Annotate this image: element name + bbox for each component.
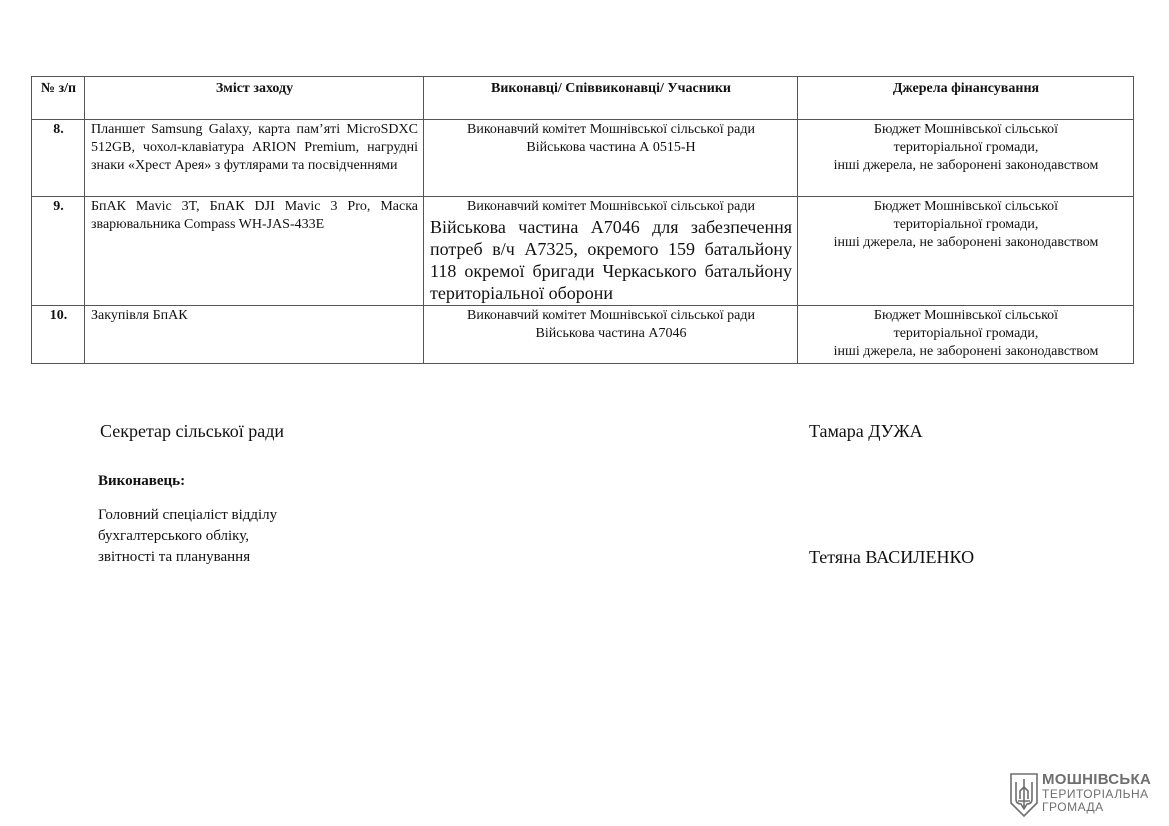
executor-main: Виконавчий комітет Мошнівської сільської ради: [466, 122, 755, 137]
row-executors: [424, 306, 798, 364]
row-number: 9.: [32, 197, 85, 306]
executor-position-line: Головний спеціаліст відділу: [98, 507, 278, 523]
funding-line: Бюджет Мошнівської сільської: [873, 122, 1059, 137]
row-executors: [424, 197, 798, 306]
executor-position: [98, 505, 277, 568]
executor-unit: Військова частина А7046: [535, 326, 687, 341]
logo-text: [1042, 772, 1151, 814]
executor-label: Виконавець:: [98, 473, 186, 489]
row-funding: [798, 120, 1134, 197]
executor-unit: Військова частина А7046 для забезпечення потреб в/ч А7325, окремого 159 батальйону 118 окремої бригади Черкаського батальйону територіальної оборони: [430, 217, 792, 303]
executor-unit: Військова частина А 0515-Н: [526, 140, 696, 155]
funding-line: територіальної громади,: [893, 140, 1039, 155]
executor-main: Виконавчий комітет Мошнівської сільської ради: [466, 199, 755, 214]
funding-line: інші джерела, не заборонені законодавством: [833, 235, 1099, 250]
table-row: [32, 197, 1134, 306]
header-executors: Виконавці/ Співвиконавці/ Учасники: [424, 77, 798, 120]
funding-line: Бюджет Мошнівської сільської: [873, 308, 1059, 323]
table-header-row: [32, 77, 1134, 120]
table-row: [32, 120, 1134, 197]
secretary-name: Тамара ДУЖА: [809, 421, 923, 441]
row-content: БпАК Mavic 3T, БпАК DJI Mavic 3 Pro, Маска зварювальника Compass WH-JAS-433E: [85, 197, 424, 306]
header-funding: Джерела фінансування: [798, 77, 1134, 120]
executor-position-line: бухгалтерського обліку,: [98, 528, 249, 544]
row-content: Планшет Samsung Galaxy, карта пам’яті MicroSDXC 512GB, чохол-клавіатура ARION Premium, нагрудні знаки «Хрест Арея» з футлярами та посвідченнями: [85, 120, 424, 197]
logo-line: ГРОМАДА: [1042, 800, 1104, 814]
row-funding: [798, 197, 1134, 306]
executor-position-line: звітності та планування: [98, 549, 251, 565]
row-funding: [798, 306, 1134, 364]
table-row: [32, 306, 1134, 364]
row-content: Закупівля БпАК: [85, 306, 424, 364]
funding-line: територіальної громади,: [893, 217, 1039, 232]
row-number: 8.: [32, 120, 85, 197]
trident-emblem-icon: [1010, 773, 1038, 817]
funding-line: Бюджет Мошнівської сільської: [873, 199, 1059, 214]
executor-name: Тетяна ВАСИЛЕНКО: [809, 547, 975, 567]
funding-line: інші джерела, не заборонені законодавством: [833, 158, 1099, 173]
funding-line: інші джерела, не заборонені законодавством: [833, 344, 1099, 359]
funding-line: територіальної громади,: [893, 326, 1039, 341]
executor-main: Виконавчий комітет Мошнівської сільської ради: [466, 308, 755, 323]
row-executors: [424, 120, 798, 197]
header-number: № з/п: [32, 77, 85, 120]
logo-line: МОШНІВСЬКА: [1042, 771, 1152, 788]
community-logo: [1010, 772, 1155, 818]
logo-line: ТЕРИТОРІАЛЬНА: [1042, 787, 1149, 801]
measures-table: [31, 76, 1134, 364]
secretary-title: Секретар сільської ради: [100, 421, 285, 441]
header-content: Зміст заходу: [85, 77, 424, 120]
row-number: 10.: [32, 306, 85, 364]
